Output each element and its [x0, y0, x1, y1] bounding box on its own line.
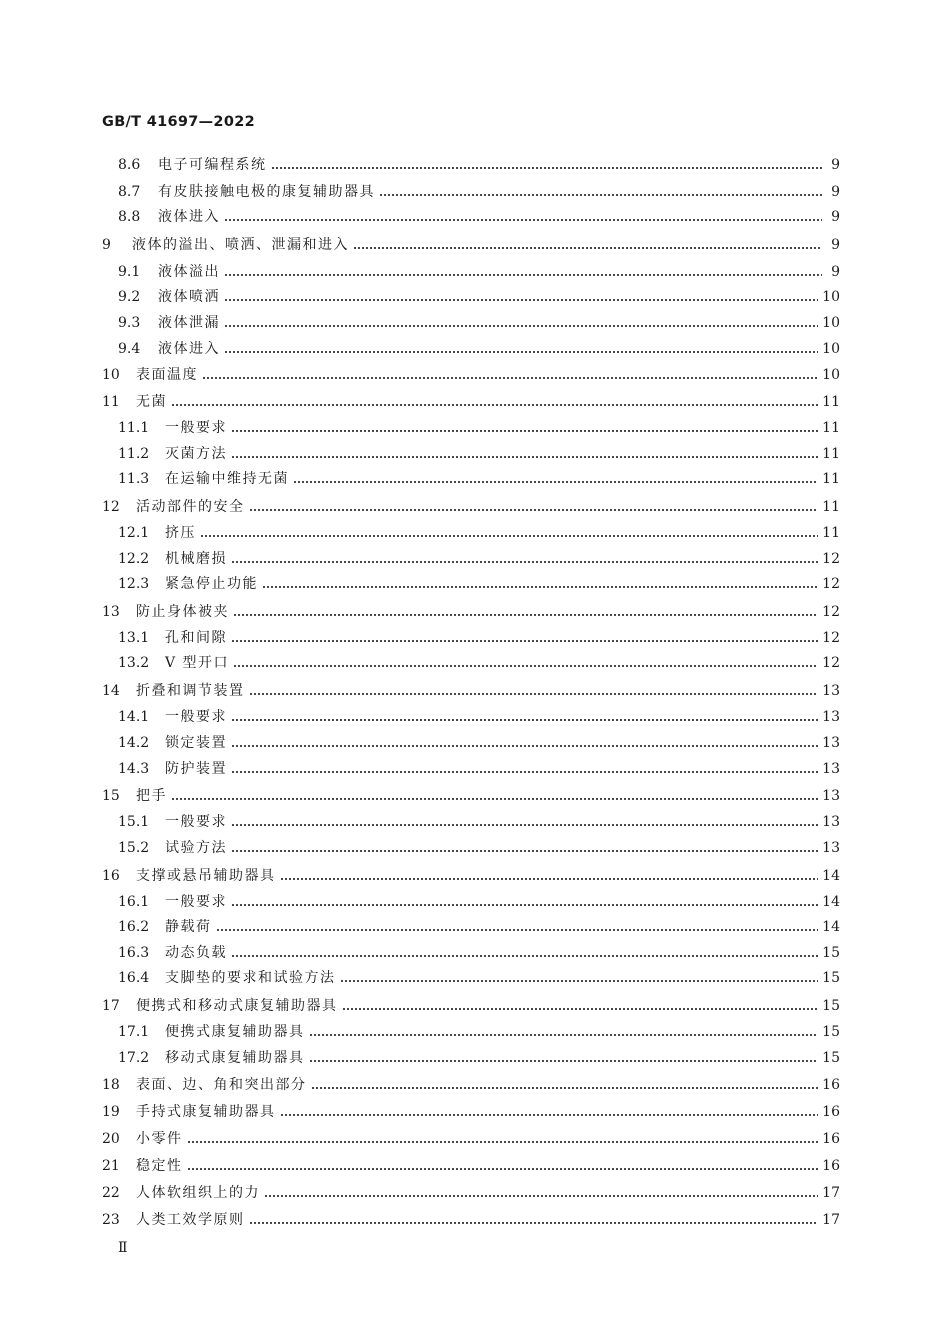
toc-entry-number: 8.6 — [118, 157, 141, 173]
toc-entry-number: 13 — [102, 604, 120, 620]
toc-entry-page: 12 — [822, 630, 840, 646]
toc-entry-number: 11.3 — [118, 471, 150, 487]
toc-entry-title: 人类工效学原则 — [136, 1212, 245, 1228]
toc-entry-title: 支撑或悬吊辅助器具 — [136, 868, 276, 884]
toc-entry[interactable] — [102, 783, 840, 809]
toc-entry-page: 17 — [822, 1185, 840, 1201]
toc-entry[interactable] — [102, 571, 840, 597]
toc-entry-page: 14 — [822, 894, 840, 910]
toc-entry-title: 电子可编程系统 — [158, 157, 267, 173]
toc-entry-number: 22 — [102, 1185, 120, 1201]
toc-entry-page: 12 — [822, 551, 840, 567]
toc-entry-page: 16 — [822, 1077, 840, 1093]
toc-entry-page: 16 — [822, 1131, 840, 1147]
toc-entry-page: 14 — [822, 919, 840, 935]
toc-leader-dots — [216, 914, 819, 940]
toc-entry-number: 20 — [102, 1131, 120, 1147]
toc-entry-title: 便携式和移动式康复辅助器具 — [136, 998, 338, 1014]
toc-entry-title: 手持式康复辅助器具 — [136, 1104, 276, 1120]
toc-entry-title: 一般要求 — [165, 709, 227, 725]
toc-entry-title: 动态负载 — [165, 945, 227, 961]
toc-entry[interactable] — [102, 599, 840, 625]
toc-leader-dots — [231, 889, 818, 915]
toc-entry-page: 12 — [822, 655, 840, 671]
toc-entry-number: 17 — [102, 998, 120, 1014]
toc-leader-dots — [224, 259, 822, 285]
toc-entry-title: 无菌 — [136, 394, 167, 410]
toc-entry-page: 9 — [831, 237, 840, 253]
toc-entry-page: 16 — [822, 1158, 840, 1174]
toc-entry-number: 16 — [102, 868, 120, 884]
toc-leader-dots — [309, 1019, 819, 1045]
toc-entry[interactable] — [102, 1099, 840, 1125]
toc-leader-dots — [231, 835, 818, 861]
toc-leader-dots — [231, 546, 818, 572]
toc-entry[interactable] — [102, 965, 840, 991]
toc-entry-number: 9.1 — [118, 264, 141, 280]
toc-entry[interactable] — [102, 678, 840, 704]
toc-entry[interactable] — [102, 993, 840, 1019]
toc-entry-title: 一般要求 — [165, 814, 227, 830]
toc-entry[interactable] — [102, 1207, 840, 1233]
toc-entry[interactable] — [102, 863, 840, 889]
toc-leader-dots — [202, 362, 818, 388]
toc-entry-number: 17.1 — [118, 1024, 150, 1040]
toc-entry-title: 稳定性 — [136, 1158, 183, 1174]
toc-entry-title: 机械磨损 — [165, 551, 227, 567]
toc-leader-dots — [249, 1207, 819, 1233]
document-header: GB/T 41697—2022 — [102, 114, 255, 130]
toc-leader-dots — [171, 783, 818, 809]
toc-entry[interactable] — [102, 1045, 840, 1071]
toc-entry-title: 有皮肤接触电极的康复辅助器具 — [158, 184, 375, 200]
toc-entry[interactable] — [102, 650, 840, 676]
toc-leader-dots — [231, 415, 818, 441]
toc-entry-page: 11 — [822, 525, 840, 541]
toc-entry-number: 11.1 — [118, 420, 150, 436]
toc-leader-dots — [231, 940, 818, 966]
toc-entry-page: 11 — [822, 394, 840, 410]
toc-leader-dots — [200, 520, 818, 546]
toc-entry-page: 13 — [822, 814, 840, 830]
toc-entry[interactable] — [102, 336, 840, 362]
toc-entry[interactable] — [102, 940, 840, 966]
toc-entry-page: 13 — [822, 840, 840, 856]
toc-entry-page: 14 — [822, 868, 840, 884]
toc-entry-number: 13.1 — [118, 630, 150, 646]
page-number: Ⅱ — [118, 1240, 128, 1256]
toc-entry[interactable] — [102, 835, 840, 861]
toc-entry-title: 孔和间隙 — [165, 630, 227, 646]
toc-entry-title: 液体喷洒 — [158, 289, 220, 305]
toc-entry[interactable] — [102, 889, 840, 915]
toc-entry-number: 17.2 — [118, 1050, 150, 1066]
toc-entry-title: 便携式康复辅助器具 — [165, 1024, 305, 1040]
toc-entry-number: 16.3 — [118, 945, 150, 961]
toc-leader-dots — [231, 809, 818, 835]
toc-entry-title: 防护装置 — [165, 761, 227, 777]
toc-leader-dots — [379, 179, 822, 205]
toc-entry-page: 10 — [822, 315, 840, 331]
toc-entry-number: 15.2 — [118, 840, 150, 856]
toc-leader-dots — [233, 599, 818, 625]
toc-entry[interactable] — [102, 152, 840, 178]
toc-entry-number: 12.3 — [118, 576, 150, 592]
toc-entry-page: 9 — [831, 264, 840, 280]
toc-entry-number: 14.3 — [118, 761, 150, 777]
toc-entry-title: 活动部件的安全 — [136, 499, 245, 515]
toc-leader-dots — [233, 650, 818, 676]
toc-entry[interactable] — [102, 466, 840, 492]
toc-entry-number: 13.2 — [118, 655, 150, 671]
toc-leader-dots — [224, 284, 818, 310]
toc-entry-number: 11.2 — [118, 446, 150, 462]
toc-entry-title: 一般要求 — [165, 894, 227, 910]
toc-entry[interactable] — [102, 441, 840, 467]
toc-entry[interactable] — [102, 1072, 840, 1098]
toc-entry[interactable] — [102, 704, 840, 730]
toc-entry-number: 14.2 — [118, 735, 150, 751]
toc-entry-title: 移动式康复辅助器具 — [165, 1050, 305, 1066]
toc-leader-dots — [231, 625, 818, 651]
toc-leader-dots — [224, 336, 818, 362]
toc-entry-title: 试验方法 — [165, 840, 227, 856]
toc-entry-number: 16.2 — [118, 919, 150, 935]
toc-entry-page: 10 — [822, 341, 840, 357]
toc-entry[interactable] — [102, 494, 840, 520]
toc-entry[interactable] — [102, 625, 840, 651]
toc-entry[interactable] — [102, 520, 840, 546]
toc-entry-page: 13 — [822, 709, 840, 725]
toc-entry-number: 14 — [102, 683, 120, 699]
toc-entry-number: 18 — [102, 1077, 120, 1093]
toc-entry[interactable] — [102, 204, 840, 230]
toc-entry-title: 液体泄漏 — [158, 315, 220, 331]
toc-entry-title: 一般要求 — [165, 420, 227, 436]
toc-entry-page: 13 — [822, 735, 840, 751]
toc-leader-dots — [340, 965, 819, 991]
toc-entry-number: 11 — [102, 394, 120, 410]
toc-entry-page: 15 — [822, 970, 840, 986]
toc-leader-dots — [187, 1126, 819, 1152]
toc-entry-number: 10 — [102, 367, 120, 383]
toc-entry-title: 液体进入 — [158, 209, 220, 225]
toc-entry-page: 12 — [822, 576, 840, 592]
toc-entry-title: 液体的溢出、喷洒、泄漏和进入 — [132, 237, 349, 253]
toc-entry-title: 人体软组织上的力 — [136, 1185, 260, 1201]
toc-entry-number: 9.4 — [118, 341, 141, 357]
toc-entry[interactable] — [102, 259, 840, 285]
toc-entry-title: 表面温度 — [136, 367, 198, 383]
toc-leader-dots — [293, 466, 818, 492]
toc-leader-dots — [264, 1180, 818, 1206]
toc-entry[interactable] — [102, 809, 840, 835]
toc-entry-number: 9.3 — [118, 315, 141, 331]
toc-entry-number: 8.8 — [118, 209, 141, 225]
toc-entry-title: 挤压 — [165, 525, 196, 541]
toc-leader-dots — [224, 204, 822, 230]
toc-entry-title: 液体进入 — [158, 341, 220, 357]
toc-entry-page: 9 — [831, 157, 840, 173]
toc-entry-title: 静载荷 — [165, 919, 212, 935]
toc-entry-number: 12 — [102, 499, 120, 515]
toc-entry-number: 8.7 — [118, 184, 141, 200]
toc-entry-page: 15 — [822, 998, 840, 1014]
toc-entry-page: 11 — [822, 420, 840, 436]
toc-entry-number: 12.2 — [118, 551, 150, 567]
toc-entry-page: 11 — [822, 446, 840, 462]
toc-leader-dots — [224, 310, 818, 336]
toc-entry-number: 15 — [102, 788, 120, 804]
toc-entry-number: 15.1 — [118, 814, 150, 830]
toc-leader-dots — [231, 730, 818, 756]
toc-entry[interactable] — [102, 914, 840, 940]
toc-entry-title: 灭菌方法 — [165, 446, 227, 462]
toc-entry-title: V 型开口 — [165, 655, 230, 671]
toc-entry-number: 19 — [102, 1104, 120, 1120]
toc-leader-dots — [353, 232, 822, 258]
toc-entry-page: 13 — [822, 761, 840, 777]
toc-entry-title: 液体溢出 — [158, 264, 220, 280]
toc-entry[interactable] — [102, 179, 840, 205]
toc-leader-dots — [249, 678, 819, 704]
toc-leader-dots — [280, 1099, 819, 1125]
toc-entry[interactable] — [102, 362, 840, 388]
toc-entry-page: 16 — [822, 1104, 840, 1120]
toc-entry-title: 小零件 — [136, 1131, 183, 1147]
toc-entry[interactable] — [102, 1019, 840, 1045]
toc-entry-number: 23 — [102, 1212, 120, 1228]
toc-entry[interactable] — [102, 1180, 840, 1206]
toc-leader-dots — [309, 1045, 819, 1071]
toc-entry-number: 16.1 — [118, 894, 150, 910]
toc-leader-dots — [280, 863, 819, 889]
toc-leader-dots — [342, 993, 819, 1019]
toc-entry-title: 表面、边、角和突出部分 — [136, 1077, 307, 1093]
toc-leader-dots — [231, 441, 818, 467]
toc-leader-dots — [231, 756, 818, 782]
toc-entry-page: 11 — [822, 471, 840, 487]
toc-entry[interactable] — [102, 310, 840, 336]
toc-entry[interactable] — [102, 232, 840, 258]
toc-entry-title: 把手 — [136, 788, 167, 804]
toc-entry-page: 15 — [822, 1024, 840, 1040]
toc-entry[interactable] — [102, 730, 840, 756]
toc-entry[interactable] — [102, 756, 840, 782]
toc-entry-number: 21 — [102, 1158, 120, 1174]
toc-entry[interactable] — [102, 546, 840, 572]
toc-entry[interactable] — [102, 389, 840, 415]
toc-entry-page: 10 — [822, 289, 840, 305]
toc-entry-page: 9 — [831, 209, 840, 225]
toc-entry-title: 支脚垫的要求和试验方法 — [165, 970, 336, 986]
toc-entry-title: 防止身体被夹 — [136, 604, 229, 620]
toc-entry-page: 10 — [822, 367, 840, 383]
toc-entry-number: 9 — [102, 237, 111, 253]
toc-entry-number: 12.1 — [118, 525, 150, 541]
toc-leader-dots — [171, 389, 818, 415]
toc-entry-title: 折叠和调节装置 — [136, 683, 245, 699]
toc-entry-number: 14.1 — [118, 709, 150, 725]
toc-leader-dots — [231, 704, 818, 730]
toc-entry-page: 11 — [822, 499, 840, 515]
toc-entry-page: 12 — [822, 604, 840, 620]
toc-leader-dots — [271, 152, 823, 178]
toc-entry[interactable] — [102, 284, 840, 310]
toc-leader-dots — [249, 494, 819, 520]
toc-leader-dots — [187, 1153, 819, 1179]
toc-entry-page: 13 — [822, 683, 840, 699]
toc-entry-page: 9 — [831, 184, 840, 200]
toc-entry[interactable] — [102, 1153, 840, 1179]
toc-entry-page: 13 — [822, 788, 840, 804]
toc-entry-title: 紧急停止功能 — [165, 576, 258, 592]
toc-entry-page: 15 — [822, 1050, 840, 1066]
toc-entry[interactable] — [102, 1126, 840, 1152]
toc-entry-number: 16.4 — [118, 970, 150, 986]
toc-entry-title: 锁定装置 — [165, 735, 227, 751]
toc-entry-page: 17 — [822, 1212, 840, 1228]
toc-entry-number: 9.2 — [118, 289, 141, 305]
toc-entry-title: 在运输中维持无菌 — [165, 471, 289, 487]
toc-entry[interactable] — [102, 415, 840, 441]
toc-leader-dots — [311, 1072, 819, 1098]
toc-entry-page: 15 — [822, 945, 840, 961]
toc-leader-dots — [262, 571, 818, 597]
